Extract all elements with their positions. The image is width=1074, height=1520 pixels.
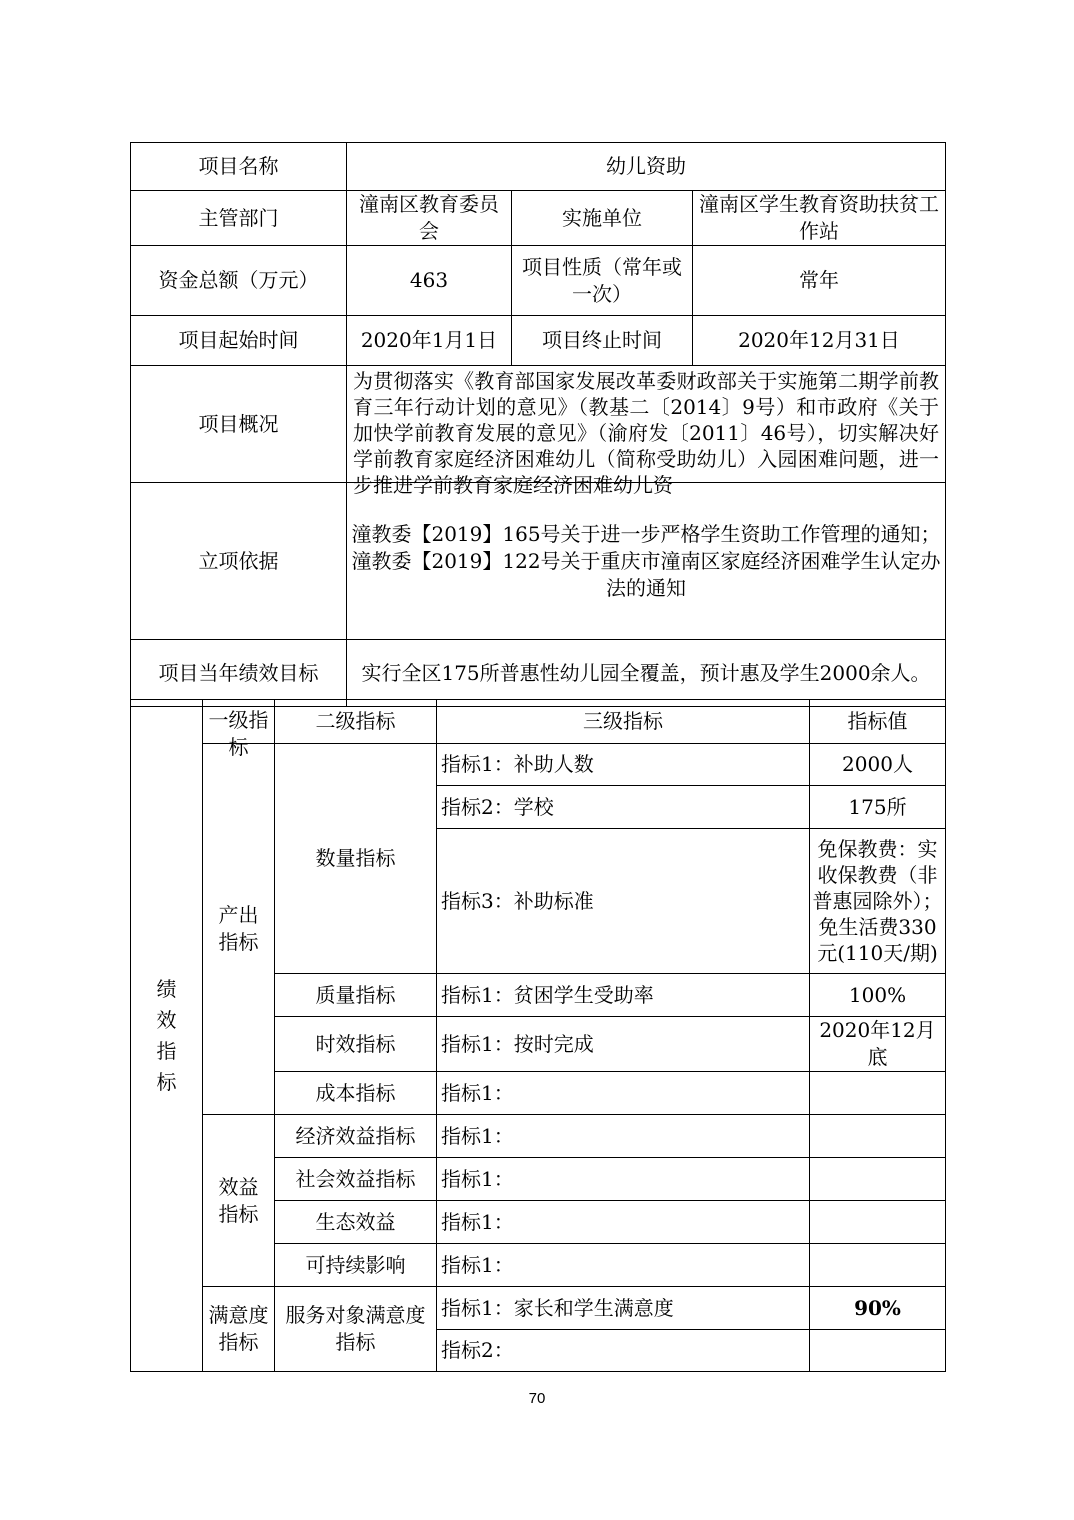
dept-label: 主管部门 [131, 191, 347, 246]
q3-name: 指标3：补助标准 [437, 829, 810, 974]
q1-name: 指标1：补助人数 [437, 744, 810, 786]
quality-value: 100% [810, 974, 946, 1017]
social-name: 指标1： [437, 1158, 810, 1201]
eco-label: 生态效益 [275, 1201, 437, 1244]
sustain-name: 指标1： [437, 1244, 810, 1287]
funds-value: 463 [347, 246, 512, 316]
performance-section-label: 绩效指标 [131, 700, 203, 1372]
start-value: 2020年1月1日 [347, 316, 512, 366]
end-value: 2020年12月31日 [693, 316, 946, 366]
satisfaction-label: 满意度指标 [203, 1287, 275, 1372]
funds-label: 资金总额（万元） [131, 246, 347, 316]
header-level2: 二级指标 [275, 700, 437, 744]
quantity-label: 数量指标 [275, 744, 437, 974]
quality-label: 质量指标 [275, 974, 437, 1017]
econ-value [810, 1115, 946, 1158]
overview-text: 为贯彻落实《教育部国家发展改革委财政部关于实施第二期学前教育三年行动计划的意见》（教基二〔2014〕9号）和市政府《关于加快学前教育发展的意见》（渝府发〔2011〕46号），切实解决好学前教育家庭经济困难幼儿（简称受助幼儿）入园困难问题，进一步推进学前教育家庭经济困难幼儿资 [353, 369, 940, 497]
end-label: 项目终止时间 [512, 316, 693, 366]
quality-name: 指标1：贫困学生受助率 [437, 974, 810, 1017]
social-value [810, 1158, 946, 1201]
econ-name: 指标1： [437, 1115, 810, 1158]
sat1-value: 90% [810, 1287, 946, 1330]
dept-value: 潼南区教育委员会 [347, 191, 512, 246]
sustain-label: 可持续影响 [275, 1244, 437, 1287]
eco-name: 指标1： [437, 1201, 810, 1244]
q2-name: 指标2：学校 [437, 786, 810, 829]
basis-line-1: 潼教委【2019】165号关于进一步严格学生资助工作管理的通知； [351, 521, 941, 546]
basis-value [347, 483, 946, 640]
output-label: 产出指标 [203, 744, 275, 1115]
overview-label: 项目概况 [131, 366, 347, 483]
benefit-label: 效益指标 [203, 1115, 275, 1287]
cost-value [810, 1072, 946, 1115]
project-info-table [130, 142, 946, 707]
sat2-name: 指标2： [437, 1330, 810, 1372]
impl-value: 潼南区学生教育资助扶贫工作站 [693, 191, 946, 246]
social-label: 社会效益指标 [275, 1158, 437, 1201]
impl-label: 实施单位 [512, 191, 693, 246]
eco-value [810, 1201, 946, 1244]
cost-label: 成本指标 [275, 1072, 437, 1115]
q1-value: 2000人 [810, 744, 946, 786]
header-value: 指标值 [810, 700, 946, 744]
econ-label: 经济效益指标 [275, 1115, 437, 1158]
time-label: 时效指标 [275, 1017, 437, 1072]
header-level3: 三级指标 [437, 700, 810, 744]
start-label: 项目起始时间 [131, 316, 347, 366]
basis-label: 立项依据 [131, 483, 347, 640]
time-name: 指标1：按时完成 [437, 1017, 810, 1072]
goal-value: 实行全区175所普惠性幼儿园全覆盖，预计惠及学生2000余人。 [347, 640, 946, 707]
sustain-value [810, 1244, 946, 1287]
time-value: 2020年12月底 [810, 1017, 946, 1072]
goal-label: 项目当年绩效目标 [131, 640, 347, 707]
sat2-value [810, 1330, 946, 1372]
sat1-name: 指标1：家长和学生满意度 [437, 1287, 810, 1330]
service-label: 服务对象满意度指标 [275, 1287, 437, 1372]
q3-value: 免保教费：实收保教费（非普惠园除外）；免生活费330元(110天/期) [810, 829, 946, 974]
overview-value [347, 366, 946, 497]
cost-name: 指标1： [437, 1072, 810, 1115]
project-name-value: 幼儿资助 [347, 143, 946, 191]
basis-line-2: 潼教委【2019】122号关于重庆市潼南区家庭经济困难学生认定办法的通知 [351, 548, 941, 600]
header-level1: 一级指标 [203, 700, 275, 744]
project-name-label: 项目名称 [131, 143, 347, 191]
q2-value: 175所 [810, 786, 946, 829]
nature-label: 项目性质（常年或一次） [512, 246, 693, 316]
page-number: 70 [528, 1390, 546, 1407]
performance-indicator-table [130, 699, 946, 1372]
nature-value: 常年 [693, 246, 946, 316]
